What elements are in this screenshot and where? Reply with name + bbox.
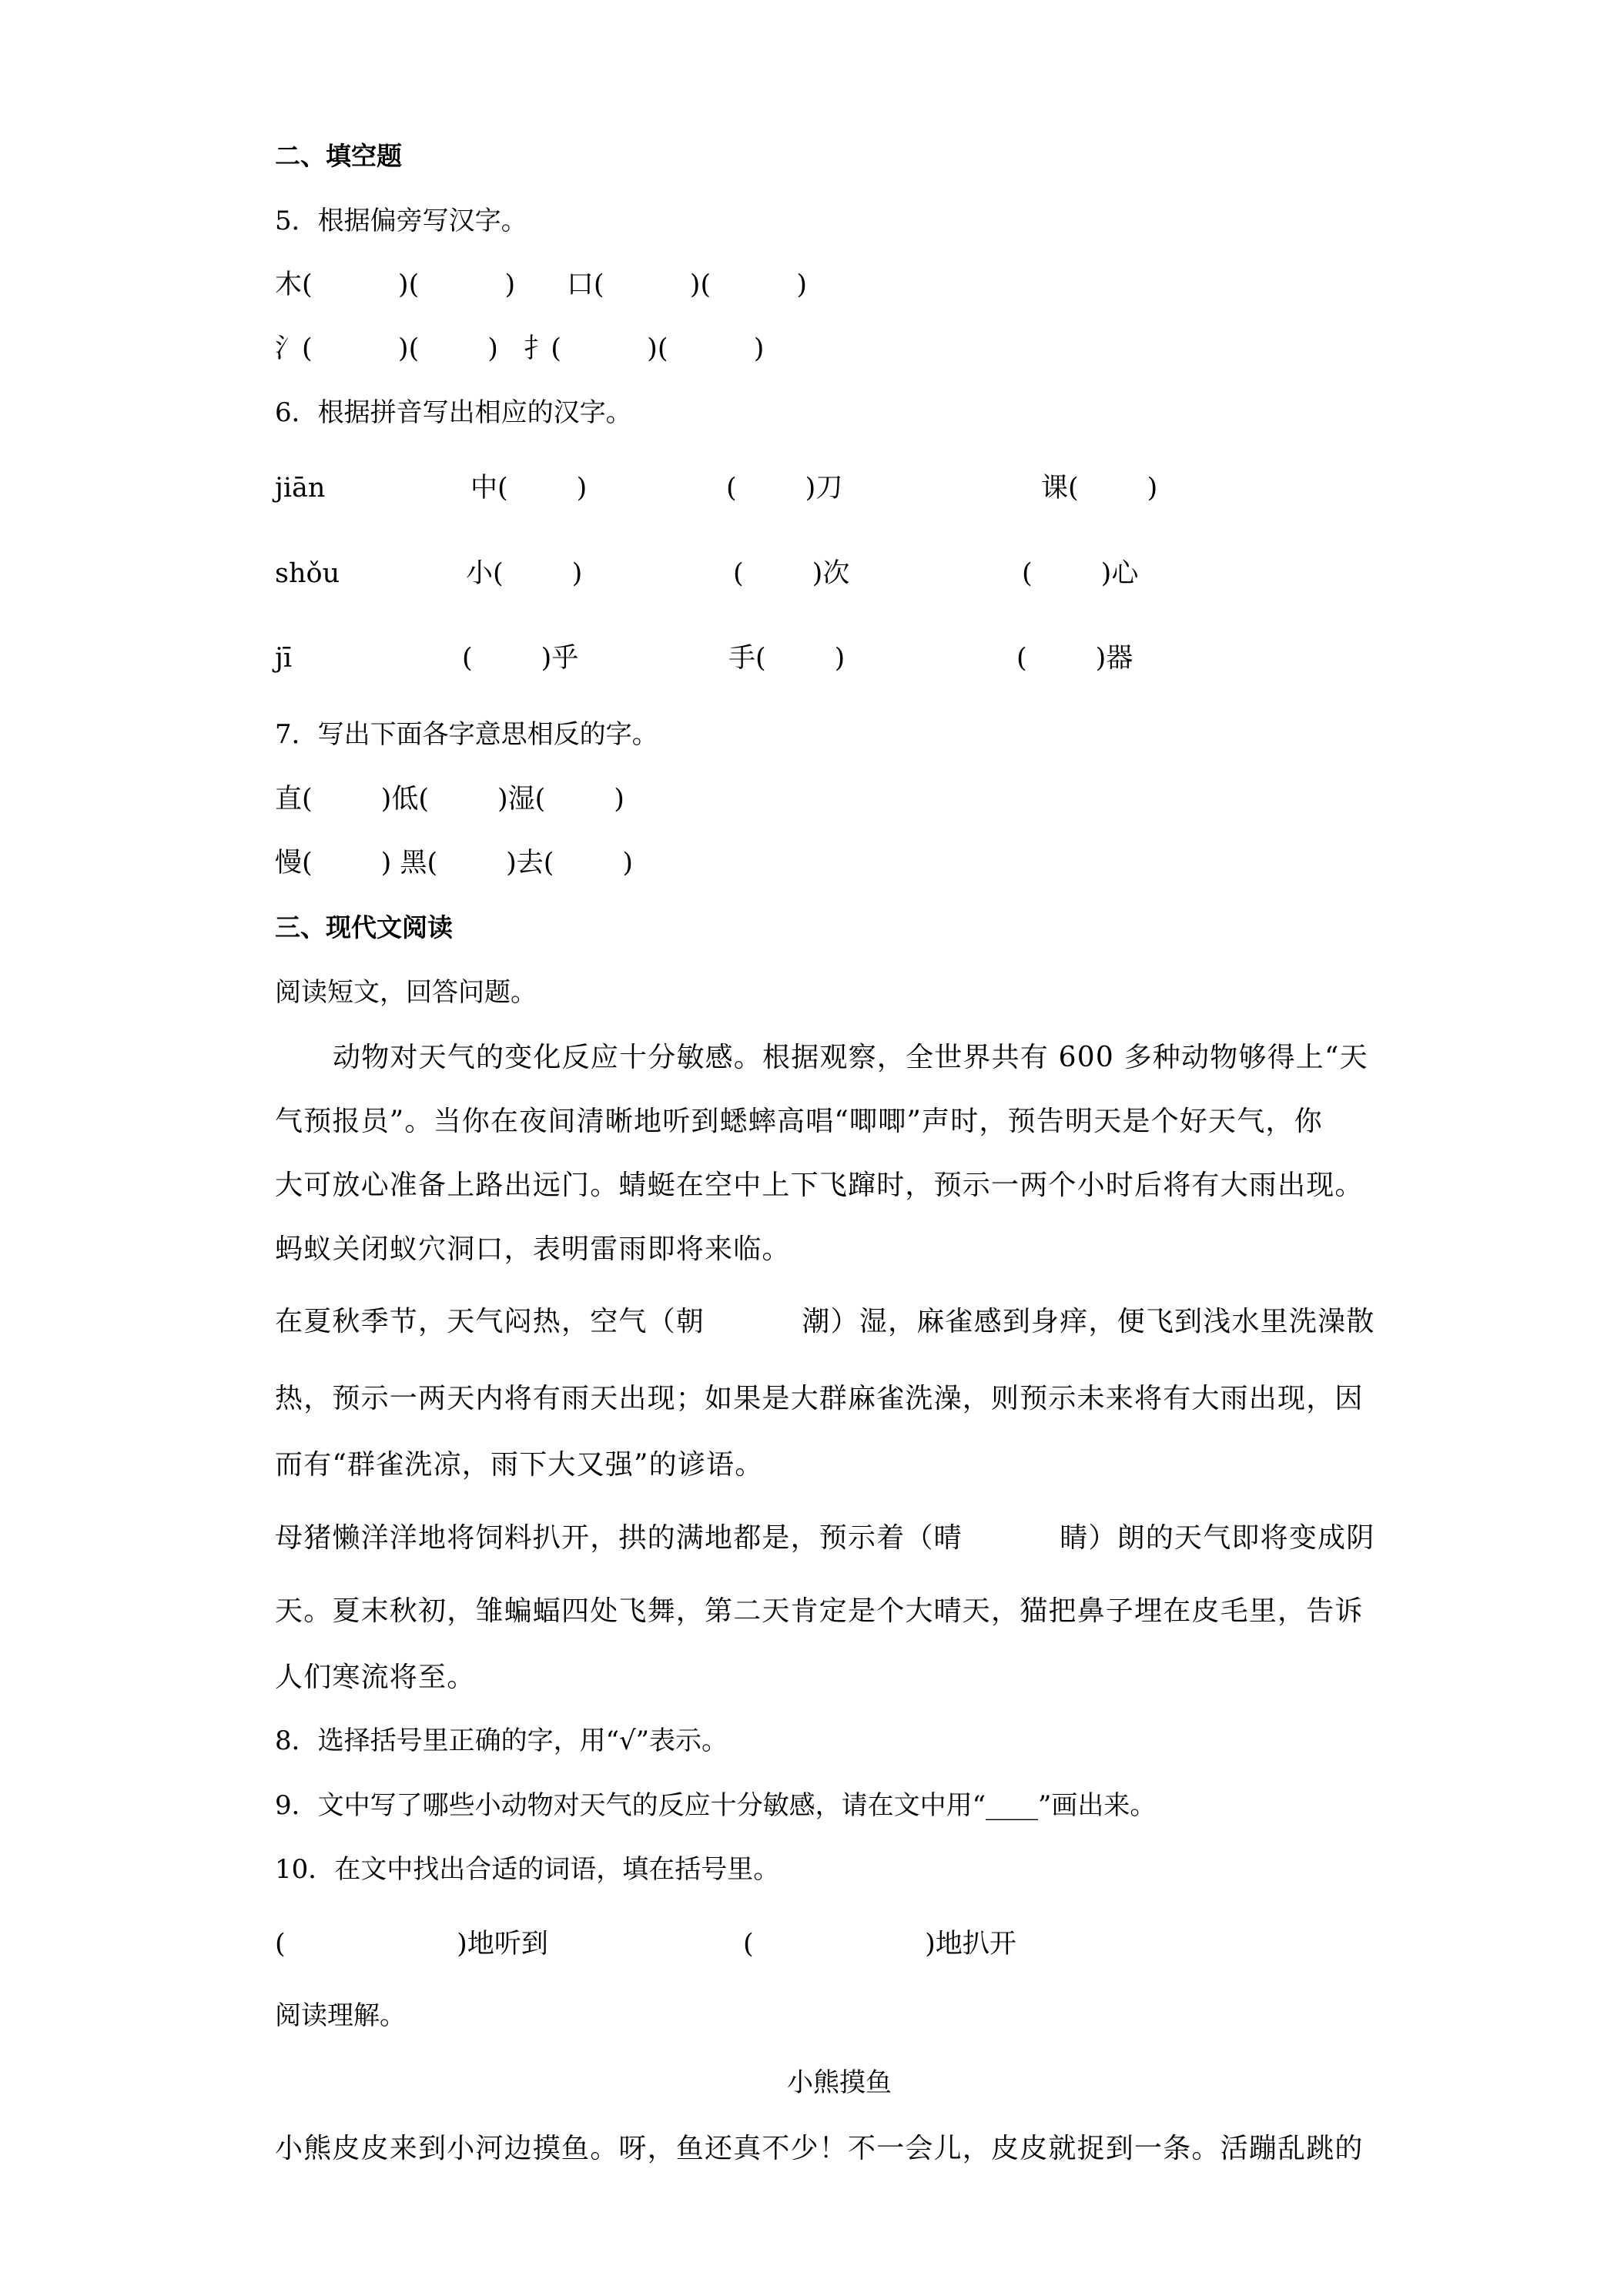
answer-slot: 中( ) [470, 473, 588, 504]
passage-line: 在夏秋季节，天气闷热，空气（朝 潮）湿，麻雀感到身痒，便飞到浅水里洗澡散 [275, 1306, 1375, 1337]
question-5-row-2: 氵( )( ) 扌( )( ) [275, 333, 765, 364]
passage-line: 天。夏末秋初，雏蝙蝠四处飞舞，第二天肯定是个大晴天，猫把鼻子埋在皮毛里，告诉 [275, 1595, 1364, 1627]
passage-line: 小熊皮皮来到小河边摸鱼。呀，鱼还真不少！不一会儿，皮皮就捉到一条。活蹦乱跳的 [275, 2133, 1364, 2164]
answer-slot: ( )乎 [462, 643, 579, 674]
pinyin-shou: shǒu [275, 558, 340, 589]
question-10-prompt: 10．在文中找出合适的词语，填在括号里。 [275, 1854, 780, 1885]
answer-slot: 小( ) [466, 558, 583, 589]
question-7-prompt: 7．写出下面各字意思相反的字。 [275, 719, 658, 750]
reading-instruction: 阅读短文，回答问题。 [275, 977, 537, 1008]
passage-line: 母猪懒洋洋地将饲料扒开，拱的满地都是，预示着（晴 睛）朗的天气即将变成阴 [275, 1522, 1375, 1554]
question-9-prompt: 9．文中写了哪些小动物对天气的反应十分敏感，请在文中用“____”画出来。 [275, 1790, 1157, 1821]
passage-line: 而有“群雀洗凉，雨下大又强”的谚语。 [275, 1449, 764, 1481]
pinyin-ji: jī [275, 643, 293, 674]
answer-slot: 手( ) [728, 643, 845, 674]
answer-slot: ( )刀 [726, 473, 843, 504]
answer-slot: ( )次 [733, 558, 850, 589]
answer-slot: 课( ) [1041, 473, 1158, 504]
question-5-prompt: 5．根据偏旁写汉字。 [275, 206, 527, 236]
passage-line: 热，预示一两天内将有雨天出现；如果是大群麻雀洗澡，则预示未来将有大雨出现，因 [275, 1383, 1364, 1414]
pinyin-jian: jiān [275, 473, 326, 504]
question-7-row-1: 直( )低( )湿( ) [275, 784, 624, 815]
question-8-prompt: 8．选择括号里正确的字，用“√”表示。 [275, 1725, 728, 1756]
passage-line: 蚂蚁关闭蚁穴洞口，表明雷雨即将来临。 [275, 1233, 791, 1265]
passage-line: 气预报员”。当你在夜间清晰地听到蟋蟀高唱“唧唧”声时，预告明天是个好天气，你 [275, 1106, 1323, 1137]
question-7-row-2: 慢( ) 黑( )去( ) [275, 848, 634, 879]
passage-line: 动物对天气的变化反应十分敏感。根据观察，全世界共有 600 多种动物够得上“天 [333, 1042, 1368, 1073]
section-heading-reading: 三、现代文阅读 [275, 912, 453, 942]
section-heading-fill-blank: 二、填空题 [275, 141, 402, 171]
question-5-row-1: 木( )( ) 口( )( ) [275, 269, 808, 300]
question-10-blank-1: ( )地听到 [275, 1929, 548, 1960]
passage-title: 小熊摸鱼 [787, 2067, 892, 2098]
passage-line: 大可放心准备上路出远门。蜻蜓在空中上下飞蹿时，预示一两个小时后将有大雨出现。 [275, 1170, 1364, 1201]
reading-2-instruction: 阅读理解。 [275, 2000, 406, 2031]
answer-slot: ( )心 [1022, 558, 1139, 589]
answer-slot: ( )器 [1016, 643, 1133, 674]
question-10-blank-2: ( )地扒开 [743, 1929, 1016, 1960]
question-6-prompt: 6．根据拼音写出相应的汉字。 [275, 397, 632, 428]
passage-line: 人们寒流将至。 [275, 1662, 476, 1693]
